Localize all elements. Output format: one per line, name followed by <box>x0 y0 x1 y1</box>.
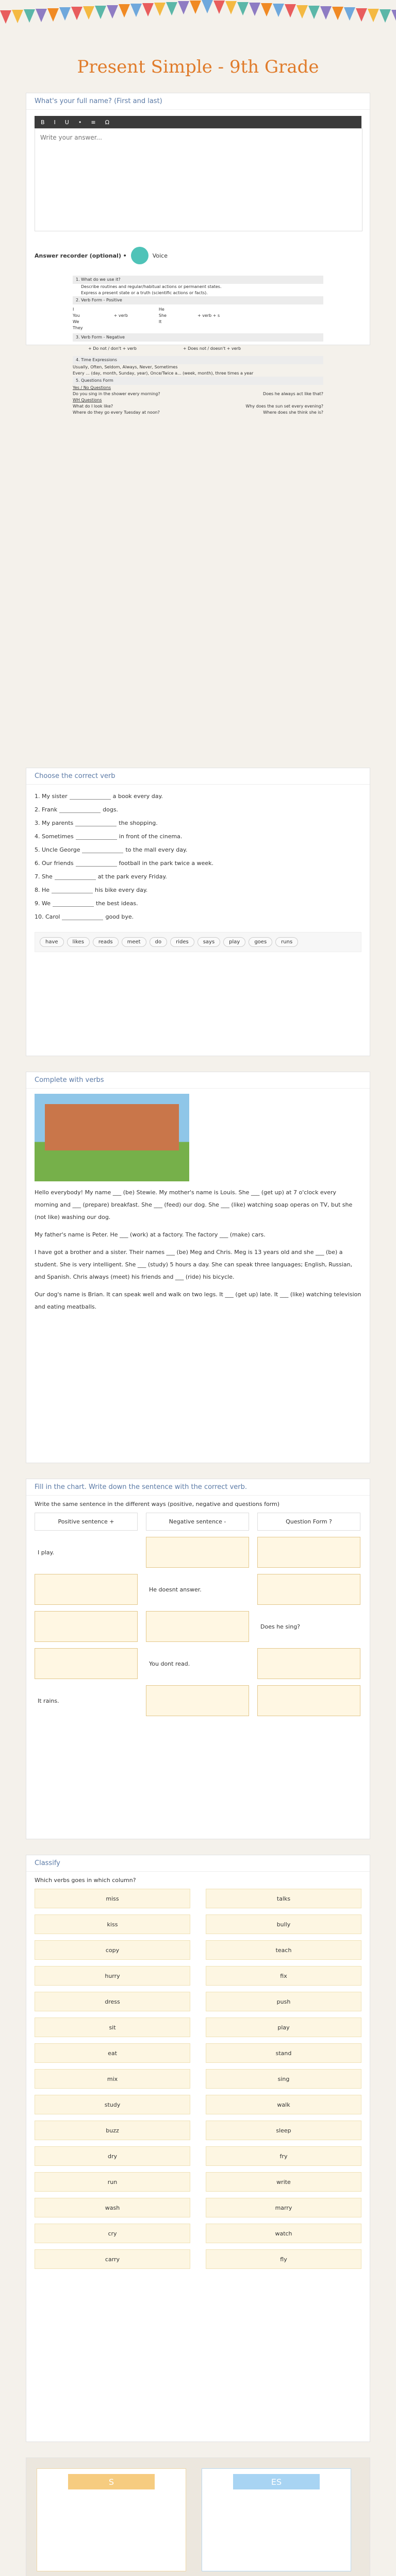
bunting-flag <box>59 7 71 21</box>
example: Why does the sun set every evening? <box>245 404 323 409</box>
house-shape <box>45 1104 179 1150</box>
pronoun: You <box>73 313 80 318</box>
bunting-flag <box>308 6 320 19</box>
given-sentence: You dont read. <box>149 1660 190 1667</box>
bunting-flag <box>71 7 82 20</box>
verb-drop-slot[interactable] <box>55 874 96 880</box>
verb-chip[interactable]: rides <box>170 937 194 947</box>
bunting-flag <box>391 10 396 23</box>
verb-drop-slot[interactable] <box>70 793 111 800</box>
given-sentence: Does he sing? <box>260 1623 301 1630</box>
bunting-flag <box>130 4 142 17</box>
classify-item[interactable]: copy <box>35 1940 190 1960</box>
verb-chip[interactable]: have <box>40 937 64 947</box>
verb-drop-slot[interactable] <box>62 914 103 920</box>
bunting-flag <box>107 5 118 19</box>
verb-sentence <box>35 870 361 884</box>
verbs-heading: Choose the correct verb <box>26 768 370 785</box>
bunting-flag <box>24 9 35 23</box>
verbs-card <box>26 768 370 1056</box>
classify-item[interactable]: study <box>35 2095 190 2114</box>
grammar-notes <box>73 276 323 416</box>
classify-item[interactable]: sit <box>35 2018 190 2037</box>
classify-item[interactable]: fry <box>206 2146 361 2166</box>
chart-heading: Fill in the chart. Write down the sentence with the correct verb. <box>26 1479 370 1496</box>
sentence-end: the shopping. <box>119 820 158 826</box>
sentence-end: to the mall every day. <box>125 846 188 853</box>
example: Do you sing in the shower every morning? <box>73 392 160 396</box>
editor-toolbar <box>35 116 361 128</box>
classify-item[interactable]: wash <box>35 2198 190 2217</box>
yn-title: Yes / No Questions <box>73 385 111 390</box>
neg-right-form: + Does not / doesn't + verb <box>183 346 241 351</box>
sentence-end: the best ideas. <box>96 900 138 907</box>
example: Where does she think she is? <box>263 410 323 415</box>
bunting-flag <box>285 4 296 18</box>
verb-chip[interactable]: reads <box>93 937 119 947</box>
bunting-flag <box>344 7 355 21</box>
verb-drop-slot[interactable] <box>52 887 93 893</box>
verb-drop-slot[interactable] <box>53 901 94 907</box>
pos-right-form: + verb + s <box>197 313 220 318</box>
verb-sentence <box>35 817 361 830</box>
classify-instruction: Which verbs goes in which column? <box>35 1877 136 1884</box>
fill-grid <box>35 1513 361 1716</box>
bunting-flag <box>225 1 237 14</box>
pronoun: He <box>158 307 164 312</box>
time-line: Usually, Often, Seldom, Always, Never, Sometimes <box>73 365 178 369</box>
buckets-card <box>26 2458 370 2576</box>
bunting-flag <box>261 3 272 16</box>
name-heading: What's your full name? (First and last) <box>26 93 370 110</box>
chart-column-header: Positive sentence + <box>35 1513 138 1531</box>
sentence-end: at the park every Friday. <box>97 873 167 880</box>
bunting-flag <box>380 9 391 23</box>
sentence-start: 10. Carol <box>35 913 60 920</box>
classify-item[interactable]: teach <box>206 1940 361 1960</box>
bunting-flag <box>202 0 213 13</box>
sentence-start: 2. Frank <box>35 806 58 813</box>
chart-column-header: Question Form ? <box>257 1513 360 1531</box>
verb-bank <box>35 932 361 952</box>
neg-title: 3. Verb Form - Negative <box>73 333 323 342</box>
example: Where do they go every Tuesday at noon? <box>73 410 160 415</box>
time-line: Every ... (day, month, Sunday, year), Once/Twice a... (week, month), three times a year <box>73 371 254 376</box>
given-sentence: I play. <box>38 1549 54 1556</box>
answer-cell[interactable] <box>146 1685 249 1716</box>
bunting-flag <box>368 9 379 22</box>
classify-item[interactable]: stand <box>206 2043 361 2063</box>
bunting-flag <box>178 1 189 14</box>
sentence-start: 1. My sister <box>35 793 68 800</box>
bunting-flag <box>320 6 332 20</box>
neg-left-form: + Do not / don't + verb <box>88 346 137 351</box>
bunting-flag <box>12 10 23 23</box>
verb-chip[interactable]: likes <box>67 937 90 947</box>
story-paragraph: My father's name is Peter. He ___ (work) at a factory. The factory ___ (make) cars. <box>35 1231 266 1238</box>
bunting-flag <box>356 8 367 22</box>
verb-chip[interactable]: goes <box>249 937 272 947</box>
list-button[interactable]: ≡ <box>91 118 96 126</box>
time-title: 4. Time Expressions <box>73 356 323 364</box>
answer-cell[interactable] <box>257 1648 360 1679</box>
verb-chip[interactable]: says <box>197 937 220 947</box>
classify-item[interactable]: talks <box>206 1889 361 1908</box>
sentence-start: 7. She <box>35 873 53 880</box>
italic-button[interactable]: I <box>54 118 56 126</box>
answer-cell[interactable] <box>146 1537 249 1568</box>
example: Does he always act like that? <box>263 392 323 396</box>
wh-title: WH Questions <box>73 398 102 402</box>
example: What do I look like? <box>73 404 113 409</box>
page-title: Present Simple - 9th Grade <box>0 36 396 82</box>
verb-drop-slot[interactable] <box>76 834 117 840</box>
sentence-start: 3. My parents <box>35 820 74 826</box>
pronoun: We <box>73 319 79 324</box>
use-point: Describe routines and regular/habitual actions or permanent states. <box>81 284 222 289</box>
story-paragraph: Hello everybody! My name ___ (be) Stewie. My mother's name is Louis. She ___ (get up) at 7 o'clock every morning and ___ (prepare) breakfast. She ___ (feed) our dog. She ___ (like) watching soap operas on TV, but she (not like) washing our dog. <box>35 1189 353 1221</box>
bucket-label: ES <box>233 2474 320 2489</box>
classify-item[interactable]: push <box>206 1992 361 2011</box>
given-sentence: He doesnt answer. <box>149 1586 202 1593</box>
bunting-flag <box>142 3 154 16</box>
sentence-end: good bye. <box>105 913 134 920</box>
sentence-start: 8. He <box>35 887 50 893</box>
verb-sentence <box>35 803 361 817</box>
verb-sentence <box>35 790 361 803</box>
verb-chip[interactable]: do <box>150 937 167 947</box>
answer-cell[interactable] <box>257 1685 360 1716</box>
bunting-flag <box>190 1 201 14</box>
chart-card <box>26 1479 370 1839</box>
verb-sentence <box>35 843 361 857</box>
recorder-row <box>35 247 361 264</box>
bunting-flag <box>83 6 94 20</box>
classify-item[interactable]: sleep <box>206 2121 361 2140</box>
verb-drop-slot[interactable] <box>76 860 117 867</box>
pos-title: 2. Verb Form - Positive <box>73 296 323 304</box>
q-title: 5. Questions Form <box>73 377 323 385</box>
classify-item[interactable]: hurry <box>35 1966 190 1986</box>
given-sentence: It rains. <box>38 1697 59 1704</box>
bunting-flag <box>47 8 59 22</box>
classify-item[interactable]: run <box>35 2172 190 2192</box>
verb-sentence <box>35 897 361 910</box>
bucket-s[interactable] <box>37 2468 186 2571</box>
sentence-start: 4. Sometimes <box>35 833 74 840</box>
classify-item[interactable]: miss <box>35 1889 190 1908</box>
story-paragraph: I have got a brother and a sister. Their names ___ (be) Meg and Chris. Meg is 13 years old and she ___ (be) a student. She is very intelligent. She ___ (study) 5 hours a day. She can speak three languages; English, Russian, and Spanish. Chris always (meet) his friends and ___ (ride) his bicycle. <box>35 1249 353 1280</box>
underline-button[interactable]: U <box>64 118 69 126</box>
verb-sentence <box>35 857 361 870</box>
bunting-flag <box>273 4 284 17</box>
classify-heading: Classify <box>26 1855 370 1872</box>
bunting-flag <box>296 5 308 19</box>
sentence-end: a book every day. <box>112 793 163 800</box>
bunting-flag <box>166 2 177 15</box>
pronoun: It <box>158 319 162 324</box>
bunting-decoration <box>0 0 396 36</box>
bucket-label: S <box>68 2474 155 2489</box>
symbol-button[interactable]: Ω <box>105 118 109 126</box>
classify-item[interactable]: dry <box>35 2146 190 2166</box>
answer-cell[interactable] <box>146 1611 249 1642</box>
classify-item[interactable]: watch <box>206 2224 361 2243</box>
complete-card <box>26 1072 370 1463</box>
bunting-flag <box>95 6 106 19</box>
verb-sentence <box>35 884 361 897</box>
verb-chip[interactable]: runs <box>275 937 298 947</box>
classify-grid <box>35 1889 361 2269</box>
classify-item[interactable]: sing <box>206 2069 361 2089</box>
story-illustration <box>35 1094 189 1181</box>
bunting-flag <box>0 10 11 24</box>
name-card <box>26 93 370 415</box>
verb-drop-slot[interactable] <box>82 847 123 853</box>
classify-card <box>26 1855 370 2442</box>
use-point: Express a present state or a truth (scientific actions or facts). <box>81 291 208 295</box>
sentence-end: in front of the cinema. <box>119 833 183 840</box>
answer-cell[interactable] <box>35 1574 138 1605</box>
classify-item[interactable]: play <box>206 2018 361 2037</box>
verb-chip[interactable]: play <box>223 937 245 947</box>
classify-item[interactable]: dress <box>35 1992 190 2011</box>
classify-item[interactable]: buzz <box>35 2121 190 2140</box>
bold-button[interactable]: B <box>41 118 45 126</box>
classify-item[interactable]: fly <box>206 2249 361 2269</box>
classify-item[interactable]: kiss <box>35 1914 190 1934</box>
chart-instruction: Write the same sentence in the different ways (positive, negative and questions form) <box>35 1501 280 1507</box>
pronoun: They <box>73 326 83 330</box>
answer-cell[interactable] <box>257 1574 360 1605</box>
bunting-flag <box>36 9 47 22</box>
pronoun: She <box>158 313 167 318</box>
verb-chip[interactable]: meet <box>122 937 146 947</box>
sentence-end: football in the park twice a week. <box>119 860 214 867</box>
chart-column-header: Negative sentence - <box>146 1513 249 1531</box>
classify-item[interactable]: walk <box>206 2095 361 2114</box>
verb-sentences <box>26 785 370 929</box>
classify-item[interactable]: write <box>206 2172 361 2192</box>
recorder-label: Answer recorder (optional) • <box>35 252 127 259</box>
sentence-end: dogs. <box>103 806 119 813</box>
microphone-icon[interactable] <box>131 247 148 264</box>
pos-left-form: + verb <box>113 313 128 318</box>
verb-drop-slot[interactable] <box>75 820 117 826</box>
verb-sentence <box>35 910 361 924</box>
classify-item[interactable]: eat <box>35 2043 190 2063</box>
name-answer-input[interactable] <box>35 128 362 231</box>
classify-item[interactable]: fix <box>206 1966 361 1986</box>
sentence-start: 9. We <box>35 900 51 907</box>
classify-item[interactable]: bully <box>206 1914 361 1934</box>
story-paragraph: Our dog's name is Brian. It can speak well and walk on two legs. It ___ (get up) late. It ___ (like) watching television and eating meatballs. <box>35 1291 361 1310</box>
bunting-flag <box>154 3 166 16</box>
classify-item[interactable]: cry <box>35 2224 190 2243</box>
sentence-start: 5. Uncle George <box>35 846 80 853</box>
answer-cell[interactable] <box>35 1611 138 1642</box>
answer-cell[interactable] <box>257 1537 360 1568</box>
classify-item[interactable]: marry <box>206 2198 361 2217</box>
sentence-start: 6. Our friends <box>35 860 74 867</box>
bullet-button[interactable]: • <box>78 118 82 126</box>
bucket-es[interactable] <box>202 2468 351 2571</box>
classify-item[interactable]: carry <box>35 2249 190 2269</box>
classify-item[interactable]: mix <box>35 2069 190 2089</box>
bunting-flag <box>213 1 225 14</box>
use-title: 1. What do we use it? <box>73 276 323 284</box>
answer-cell[interactable] <box>35 1648 138 1679</box>
complete-heading: Complete with verbs <box>26 1072 370 1089</box>
verb-drop-slot[interactable] <box>59 807 101 813</box>
sentence-end: his bike every day. <box>95 887 148 893</box>
verb-sentence <box>35 830 361 843</box>
bunting-flag <box>119 4 130 18</box>
pronoun: I <box>73 307 74 312</box>
bunting-flag <box>249 3 260 16</box>
voice-label: Voice <box>152 252 168 259</box>
bunting-flag <box>237 2 249 15</box>
bunting-flag <box>332 7 343 20</box>
